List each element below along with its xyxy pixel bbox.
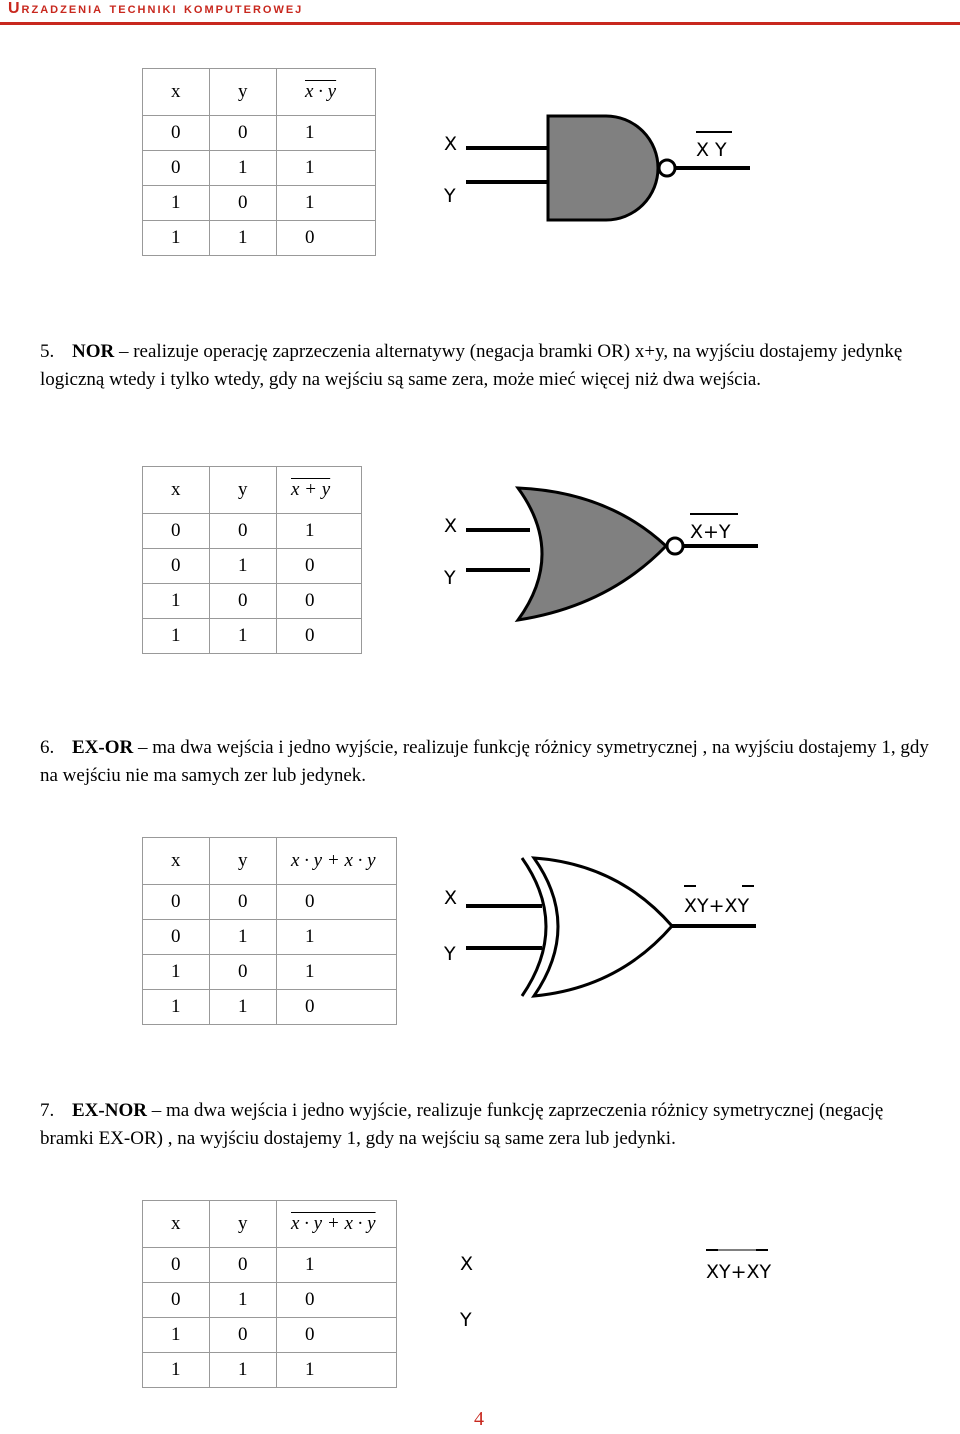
table-row	[143, 116, 376, 151]
table-row	[143, 221, 376, 256]
cell: 1	[143, 990, 210, 1025]
header-cell-function: x · y + x · y	[277, 838, 397, 885]
cell: 1	[210, 920, 277, 955]
input-x-label: X	[444, 887, 458, 909]
cell: 0	[143, 549, 210, 584]
header-cell-function	[277, 467, 362, 514]
header-cell-y: y	[210, 69, 277, 116]
cell: 0	[143, 1283, 210, 1318]
cell: 0	[277, 584, 362, 619]
header-cell-x: x	[143, 467, 210, 514]
output-label: X+Y	[690, 521, 731, 543]
nand-truth-table	[142, 68, 376, 256]
cell: 1	[277, 514, 362, 549]
section-number: 5.	[40, 341, 55, 362]
xnor-description	[40, 1097, 930, 1153]
cell: 0	[210, 514, 277, 549]
xor-truth-table	[142, 837, 397, 1025]
cell: 1	[143, 1353, 210, 1388]
cell: 1	[143, 955, 210, 990]
cell: 0	[210, 955, 277, 990]
table-header-row	[143, 69, 376, 116]
header-cell-x: x	[143, 838, 210, 885]
header-cell-function	[277, 69, 376, 116]
section-number: 7.	[40, 1100, 55, 1121]
cell: 1	[277, 151, 376, 186]
table-row	[143, 1283, 397, 1318]
description-text: – ma dwa wejścia i jedno wyjście, realizuje funkcję różnicy symetrycznej , na wyjściu dostajemy 1, gdy na wejściu nie ma samych zer lub jedynek.	[40, 737, 929, 786]
cell: 1	[210, 619, 277, 654]
cell: 1	[277, 1353, 397, 1388]
cell: 0	[277, 1283, 397, 1318]
table-row	[143, 1318, 397, 1353]
table-row	[143, 619, 362, 654]
header-cell-y: y	[210, 838, 277, 885]
output-label: XY+XY	[684, 895, 750, 917]
nor-gate-diagram	[438, 486, 778, 626]
cell: 1	[143, 186, 210, 221]
gate-name: EX-OR	[72, 737, 134, 758]
cell: 0	[277, 549, 362, 584]
cell: 0	[277, 221, 376, 256]
xnor-gate-diagram	[456, 1230, 796, 1360]
cell: 1	[210, 151, 277, 186]
cell: 1	[210, 221, 277, 256]
table-row	[143, 1248, 397, 1283]
running-header: Urzadzenia techniki komputerowej	[8, 0, 304, 17]
cell: 1	[277, 1248, 397, 1283]
table-row	[143, 549, 362, 584]
table-header-row	[143, 838, 397, 885]
cell: 1	[143, 619, 210, 654]
cell: 1	[277, 920, 397, 955]
input-y-label: Y	[444, 567, 456, 589]
table-row	[143, 1353, 397, 1388]
table-row	[143, 584, 362, 619]
input-x-label: X	[460, 1253, 474, 1275]
cell: 1	[210, 990, 277, 1025]
cell: 1	[210, 1283, 277, 1318]
table-header-row	[143, 1201, 397, 1248]
table-row	[143, 151, 376, 186]
gate-name: NOR	[72, 341, 115, 362]
xnor-truth-table	[142, 1200, 397, 1388]
table-row	[143, 514, 362, 549]
table-row	[143, 990, 397, 1025]
gate-name: EX-NOR	[72, 1100, 147, 1121]
header-cell-y: y	[210, 1201, 277, 1248]
cell: 1	[210, 1353, 277, 1388]
cell: 0	[277, 619, 362, 654]
output-label: XY+XY	[706, 1261, 772, 1283]
nor-description	[40, 338, 930, 394]
nor-truth-table	[142, 466, 362, 654]
function-expression: x · y	[305, 81, 337, 102]
table-row	[143, 920, 397, 955]
cell: 0	[143, 920, 210, 955]
output-label: X Y	[696, 139, 727, 161]
xor-gate-diagram	[438, 856, 778, 1006]
page-number: 4	[474, 1408, 484, 1430]
input-y-label: Y	[444, 943, 456, 965]
cell: 0	[143, 885, 210, 920]
cell: 0	[210, 1248, 277, 1283]
header-cell-x: x	[143, 1201, 210, 1248]
description-text: – realizuje operację zaprzeczenia alternatywy (negacja bramki OR) x+y, na wyjściu dostajemy jedynkę logiczną wtedy i tylko wtedy, gdy na wejściu są same zera, może mieć więcej niż dwa wejścia.	[40, 341, 903, 390]
table-row	[143, 186, 376, 221]
cell: 0	[143, 116, 210, 151]
cell: 0	[277, 1318, 397, 1353]
cell: 0	[143, 151, 210, 186]
description-text: – ma dwa wejścia i jedno wyjście, realizuje funkcję zaprzeczenia różnicy symetrycznej (negację bramki EX-OR) , na wyjściu dostajemy 1, gdy na wejściu są same zera lub jedynki.	[40, 1100, 884, 1149]
cell: 0	[210, 885, 277, 920]
header-cell-x: x	[143, 69, 210, 116]
table-row	[143, 885, 397, 920]
header-cell-function	[277, 1201, 397, 1248]
section-number: 6.	[40, 737, 55, 758]
input-x-label: X	[444, 133, 458, 155]
header-rule	[0, 22, 960, 25]
cell: 1	[277, 116, 376, 151]
function-expression: x + y	[291, 479, 331, 500]
nand-gate-diagram	[438, 112, 778, 232]
cell: 0	[277, 990, 397, 1025]
header-cell-y: y	[210, 467, 277, 514]
cell: 0	[143, 1248, 210, 1283]
xor-description	[40, 734, 930, 790]
cell: 1	[143, 584, 210, 619]
input-y-label: Y	[444, 185, 456, 207]
input-x-label: X	[444, 515, 458, 537]
cell: 1	[143, 221, 210, 256]
cell: 1	[277, 186, 376, 221]
cell: 1	[277, 955, 397, 990]
cell: 0	[210, 1318, 277, 1353]
input-y-label: Y	[460, 1309, 472, 1331]
cell: 0	[210, 116, 277, 151]
cell: 1	[143, 1318, 210, 1353]
table-row	[143, 955, 397, 990]
table-header-row	[143, 467, 362, 514]
cell: 1	[210, 549, 277, 584]
cell: 0	[210, 584, 277, 619]
function-expression: x · y + x · y	[291, 1213, 376, 1234]
cell: 0	[277, 885, 397, 920]
cell: 0	[143, 514, 210, 549]
cell: 0	[210, 186, 277, 221]
